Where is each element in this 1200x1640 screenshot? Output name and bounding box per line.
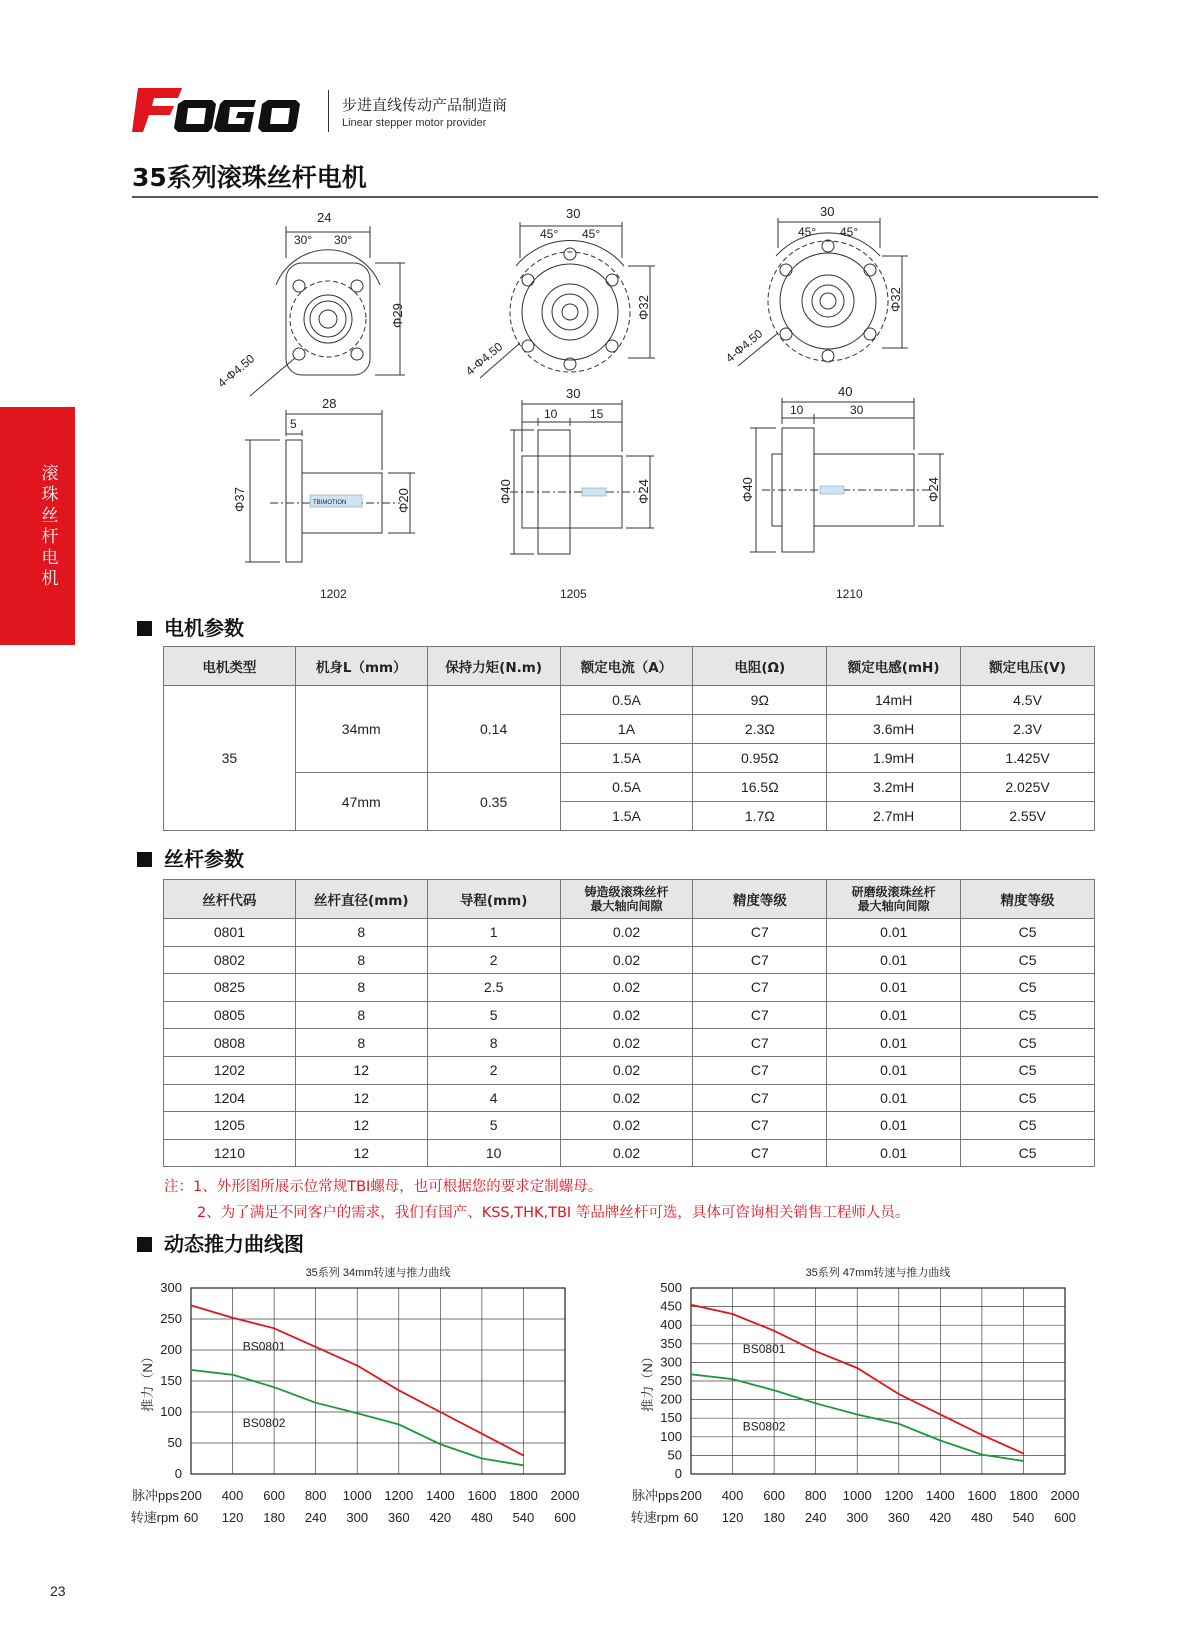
table-cell: 1 <box>427 919 560 947</box>
table-cell: 12 <box>295 1139 427 1167</box>
table-cell: 2 <box>427 1056 560 1084</box>
table-cell: 0.02 <box>560 946 693 974</box>
note-1: 注：1、外形图所展示位常规TBI螺母，也可根据您的要求定制螺母。 <box>164 1179 603 1195</box>
dim-1202-holes: 4-Φ4.50 <box>214 351 258 391</box>
data-point-bs0801 <box>440 1411 442 1413</box>
dim-1202-pcd: Φ29 <box>390 303 405 328</box>
table-cell: C5 <box>961 1084 1095 1112</box>
dim-1210-od: Φ40 <box>740 477 755 502</box>
x-axis-label-rpm: 转速rpm <box>630 1510 679 1525</box>
chart-title: 35系列 47mm转速与推力曲线 <box>805 1267 951 1279</box>
motor-header: 额定电感(mH) <box>827 647 961 686</box>
y-tick-label: 450 <box>660 1298 682 1314</box>
data-point-bs0801 <box>190 1305 192 1307</box>
data-point-bs0802 <box>190 1369 192 1371</box>
data-point-bs0802 <box>1023 1460 1025 1462</box>
table-cell: 12 <box>295 1056 427 1084</box>
y-tick-label: 250 <box>660 1373 682 1388</box>
tbi-label-1205 <box>582 488 606 496</box>
title-rule <box>132 196 1098 198</box>
data-point-bs0801 <box>815 1350 817 1352</box>
x-tick-rpm: 480 <box>471 1510 493 1525</box>
x-tick-rpm: 600 <box>1054 1510 1076 1525</box>
y-tick-label: 300 <box>160 1280 182 1295</box>
x-tick-pps: 600 <box>263 1488 285 1503</box>
nut-drawings <box>210 204 980 620</box>
data-point-bs0801 <box>1023 1453 1025 1455</box>
x-tick-pps: 1800 <box>508 1488 538 1503</box>
data-point-bs0801 <box>398 1390 400 1392</box>
table-cell: 0805 <box>164 1001 296 1029</box>
data-point-bs0801 <box>356 1365 358 1367</box>
table-cell: C5 <box>961 946 1095 974</box>
dim-1205-flange: 10 <box>544 407 558 421</box>
table-row <box>164 1001 1095 1029</box>
dim-1205-body: 15 <box>590 407 604 421</box>
table-row <box>164 1112 1095 1140</box>
y-tick-label: 300 <box>660 1354 682 1370</box>
data-point-bs0802 <box>773 1390 775 1392</box>
page-title: 35系列滚珠丝杆电机 <box>132 163 367 192</box>
table-cell: 8 <box>295 974 427 1002</box>
data-point-bs0802 <box>273 1386 275 1388</box>
x-tick-pps: 1600 <box>467 1488 497 1503</box>
table-cell: 0.02 <box>560 1001 693 1029</box>
table-cell: 0.01 <box>827 919 961 947</box>
motor-torque-cell: 0.35 <box>427 773 560 831</box>
logo-divider <box>328 90 329 132</box>
x-tick-pps: 800 <box>804 1488 827 1503</box>
x-tick-pps: 400 <box>721 1488 744 1503</box>
table-cell: 0.01 <box>827 1001 961 1029</box>
dim-1205-pcd: Φ32 <box>636 295 651 320</box>
table-row <box>164 1056 1095 1084</box>
motor-header: 额定电压(V) <box>961 647 1095 686</box>
table-cell: C5 <box>961 1139 1095 1167</box>
dim-1205-angle-r: 45° <box>582 227 601 241</box>
table-cell: 1210 <box>164 1139 296 1167</box>
data-point-bs0802 <box>732 1378 734 1380</box>
table-cell: 0.01 <box>827 1056 961 1084</box>
dim-1202-length: 28 <box>322 396 337 411</box>
series-label-bs0802: BS0802 <box>242 1416 286 1431</box>
table-cell: C5 <box>961 919 1095 947</box>
x-tick-rpm: 360 <box>887 1510 910 1525</box>
x-tick-rpm: 480 <box>971 1510 993 1525</box>
table-cell: 0.02 <box>560 1084 693 1112</box>
motor-type-cell: 35 <box>164 686 296 831</box>
table-row <box>164 1084 1095 1112</box>
table-cell: C5 <box>961 1112 1095 1140</box>
x-tick-pps: 600 <box>763 1488 785 1503</box>
motor-torque-cell: 0.14 <box>427 686 560 773</box>
screw-header: 精度等级 <box>693 880 827 919</box>
data-point-bs0802 <box>981 1454 983 1456</box>
dim-1205-holes: 4-Φ4.50 <box>462 339 506 379</box>
dim-1210-pcd: Φ32 <box>888 287 903 312</box>
table-cell: 0.01 <box>827 1029 961 1057</box>
x-axis-label-pps: 脉冲pps <box>132 1488 179 1503</box>
table-cell: C7 <box>693 974 827 1002</box>
data-point-bs0801 <box>315 1346 317 1348</box>
x-tick-rpm: 120 <box>221 1510 244 1525</box>
y-tick-label: 150 <box>660 1410 682 1426</box>
x-tick-pps: 200 <box>680 1488 702 1503</box>
x-tick-rpm: 60 <box>683 1510 699 1525</box>
dim-1210-angle-l: 45° <box>798 225 817 239</box>
table-cell: 1202 <box>164 1056 296 1084</box>
x-tick-rpm: 180 <box>763 1510 785 1525</box>
motor-length-cell: 47mm <box>295 773 427 831</box>
table-row <box>164 946 1095 974</box>
drawing-1205-front <box>480 222 655 378</box>
x-tick-rpm: 240 <box>804 1510 827 1525</box>
dim-1210-holes: 4-Φ4.50 <box>722 326 766 366</box>
table-cell: 0.01 <box>827 974 961 1002</box>
screw-header: 导程(mm) <box>427 880 560 919</box>
data-point-bs0801 <box>773 1330 775 1332</box>
data-point-bs0801 <box>732 1313 734 1315</box>
x-tick-pps: 1400 <box>425 1488 455 1503</box>
drawing-1210-side <box>750 398 944 552</box>
data-point-bs0802 <box>940 1440 942 1442</box>
table-cell: 0825 <box>164 974 296 1002</box>
dim-1205-length: 30 <box>566 386 581 401</box>
table-cell: C7 <box>693 946 827 974</box>
table-cell: 8 <box>295 1001 427 1029</box>
table-cell: 0802 <box>164 946 296 974</box>
table-cell: 10 <box>427 1139 560 1167</box>
data-point-bs0802 <box>815 1403 817 1405</box>
screw-header: 铸造级滚珠丝杆 最大轴向间隙 <box>560 880 693 919</box>
table-cell: 8 <box>295 1029 427 1057</box>
thrust-chart-47mm <box>630 1262 1140 1592</box>
side-tab-label: 滚珠丝杆电机 <box>41 464 59 589</box>
table-cell: 5 <box>427 1001 560 1029</box>
dim-1210-flange: 10 <box>790 403 804 417</box>
fogo-logo <box>132 82 310 138</box>
y-tick-label: 100 <box>160 1404 182 1419</box>
table-cell: 8 <box>295 919 427 947</box>
y-tick-label: 250 <box>160 1311 182 1326</box>
table-cell: C7 <box>693 1056 827 1084</box>
data-point-bs0801 <box>856 1367 858 1369</box>
dim-1202-id: Φ20 <box>396 488 411 513</box>
dim-1202-angle-l: 30° <box>294 233 313 247</box>
tbi-label-1210 <box>820 486 844 494</box>
section-motor-params: 电机参数 <box>137 612 244 641</box>
x-tick-rpm: 60 <box>183 1510 199 1525</box>
data-point-bs0801 <box>940 1414 942 1416</box>
data-point-bs0802 <box>232 1374 234 1376</box>
screw-params-table <box>163 879 1095 1167</box>
x-tick-rpm: 300 <box>346 1510 369 1525</box>
x-tick-rpm: 180 <box>263 1510 285 1525</box>
motor-header: 机身L（mm） <box>295 647 427 686</box>
data-point-bs0802 <box>356 1412 358 1414</box>
page-number: 23 <box>50 1583 66 1599</box>
x-tick-rpm: 300 <box>846 1510 869 1525</box>
data-point-bs0802 <box>898 1423 900 1425</box>
x-axis-label-pps: 脉冲pps <box>632 1488 679 1503</box>
table-cell: 0.02 <box>560 919 693 947</box>
tagline-cn: 步进直线传动产品制造商 <box>342 96 508 114</box>
x-tick-rpm: 360 <box>387 1510 410 1525</box>
table-cell: 1204 <box>164 1084 296 1112</box>
table-cell: 0.02 <box>560 1029 693 1057</box>
dim-1202-top: 24 <box>317 210 332 225</box>
table-cell: C7 <box>693 1084 827 1112</box>
x-tick-pps: 1200 <box>884 1488 914 1503</box>
table-cell: 0.01 <box>827 1139 961 1167</box>
dim-1210-id: Φ24 <box>926 477 941 502</box>
table-cell: 12 <box>295 1084 427 1112</box>
table-cell: 2.5 <box>427 974 560 1002</box>
code-1202: 1202 <box>320 587 347 601</box>
y-tick-label: 0 <box>674 1466 682 1481</box>
table-cell: C5 <box>961 974 1095 1002</box>
y-tick-label: 200 <box>660 1391 682 1407</box>
y-tick-label: 200 <box>160 1342 182 1357</box>
motor-params-table: 电机类型 机身L（mm） 保持力矩(N.m) 额定电流（A） 电阻(Ω) 额定电感(mH) 额定电压(V) 35 34mm 0.14 0.5A 9Ω 14mH 4.5V 1A 2.3Ω 3.6mH 2.3V 1.5A 0.95Ω 1.9mH 1.425V 47mm 0.35 0.5A 16.5Ω 3.2mH 2.025V 1.5A 1.7Ω 2.7mH 2.55V <box>163 646 1095 831</box>
x-tick-pps: 1400 <box>925 1488 955 1503</box>
y-axis-label: 推力（N） <box>640 1350 655 1412</box>
chart-title: 35系列 34mm转速与推力曲线 <box>305 1267 451 1279</box>
x-tick-pps: 200 <box>180 1488 202 1503</box>
x-tick-rpm: 420 <box>929 1510 952 1525</box>
dim-1210-length: 40 <box>838 384 853 399</box>
motor-header: 电阻(Ω) <box>693 647 827 686</box>
dim-1202-angle-r: 30° <box>334 233 353 247</box>
dim-1205-id: Φ24 <box>636 479 651 504</box>
dim-1205-angle-l: 45° <box>540 227 559 241</box>
dim-1205-top: 30 <box>566 206 581 221</box>
y-tick-label: 350 <box>660 1335 682 1351</box>
table-cell: 0808 <box>164 1029 296 1057</box>
code-1210: 1210 <box>836 587 863 601</box>
y-tick-label: 0 <box>174 1466 182 1481</box>
screw-header: 精度等级 <box>961 880 1095 919</box>
data-point-bs0802 <box>398 1424 400 1426</box>
x-tick-pps: 800 <box>304 1488 327 1503</box>
motor-header: 电机类型 <box>164 647 296 686</box>
x-tick-pps: 1600 <box>967 1488 997 1503</box>
data-point-bs0802 <box>481 1458 483 1460</box>
x-tick-pps: 1000 <box>842 1488 872 1503</box>
table-cell: 8 <box>427 1029 560 1057</box>
table-cell: C5 <box>961 1056 1095 1084</box>
data-point-bs0801 <box>690 1304 692 1306</box>
y-tick-label: 100 <box>660 1428 682 1444</box>
x-tick-pps: 1000 <box>342 1488 372 1503</box>
data-point-bs0802 <box>440 1443 442 1445</box>
table-cell: 4 <box>427 1084 560 1112</box>
data-point-bs0802 <box>856 1414 858 1416</box>
section-thrust-curves: 动态推力曲线图 <box>137 1228 304 1257</box>
y-tick-label: 150 <box>160 1373 182 1388</box>
table-cell: 0.02 <box>560 1139 693 1167</box>
table-cell: C7 <box>693 1112 827 1140</box>
table-cell: C7 <box>693 1001 827 1029</box>
series-label-bs0801: BS0801 <box>242 1339 286 1354</box>
table-row <box>164 1029 1095 1057</box>
code-1205: 1205 <box>560 587 587 601</box>
table-cell: 0.01 <box>827 1112 961 1140</box>
table-cell: C5 <box>961 1029 1095 1057</box>
table-cell: 8 <box>295 946 427 974</box>
section-screw-params: 丝杆参数 <box>137 843 244 872</box>
dim-1210-body: 30 <box>850 403 864 417</box>
x-tick-pps: 1200 <box>384 1488 414 1503</box>
x-tick-rpm: 540 <box>1012 1510 1035 1525</box>
table-cell: 5 <box>427 1112 560 1140</box>
data-point-bs0801 <box>481 1433 483 1435</box>
screw-header: 丝杆代码 <box>164 880 296 919</box>
x-tick-rpm: 240 <box>304 1510 327 1525</box>
motor-length-cell: 34mm <box>295 686 427 773</box>
x-tick-pps: 400 <box>221 1488 244 1503</box>
y-tick-label: 50 <box>667 1447 682 1463</box>
table-cell: 1205 <box>164 1112 296 1140</box>
series-label-bs0801: BS0801 <box>742 1341 786 1356</box>
data-point-bs0801 <box>232 1317 234 1319</box>
data-point-bs0801 <box>981 1434 983 1436</box>
dim-1202-od: Φ37 <box>232 487 247 512</box>
x-tick-pps: 1800 <box>1008 1488 1038 1503</box>
table-cell: 0.01 <box>827 946 961 974</box>
x-tick-rpm: 420 <box>429 1510 452 1525</box>
data-point-bs0802 <box>523 1465 525 1467</box>
table-cell: C5 <box>961 1001 1095 1029</box>
y-tick-label: 400 <box>660 1317 682 1333</box>
drawing-1205-side <box>510 400 654 554</box>
table-cell: 2 <box>427 946 560 974</box>
table-row <box>164 974 1095 1002</box>
table-cell: C7 <box>693 919 827 947</box>
table-cell: C7 <box>693 1029 827 1057</box>
drawing-1210-front <box>738 218 908 366</box>
dim-1205-od: Φ40 <box>498 479 513 504</box>
motor-header: 保持力矩(N.m) <box>427 647 560 686</box>
data-point-bs0801 <box>898 1393 900 1395</box>
table-cell: 0.02 <box>560 1112 693 1140</box>
x-tick-rpm: 120 <box>721 1510 744 1525</box>
tagline-en: Linear stepper motor provider <box>342 117 487 129</box>
table-cell: 0.02 <box>560 1056 693 1084</box>
table-row <box>164 919 1095 947</box>
x-tick-rpm: 600 <box>554 1510 576 1525</box>
data-point-bs0801 <box>273 1328 275 1330</box>
y-tick-label: 50 <box>167 1435 182 1450</box>
notes <box>164 1174 909 1226</box>
table-cell: 0801 <box>164 919 296 947</box>
y-tick-label: 500 <box>660 1280 682 1295</box>
screw-header: 丝杆直径(mm) <box>295 880 427 919</box>
drawing-1202-front <box>250 226 405 396</box>
note-2: 2、为了满足不同客户的需求，我们有国产、KSS,THK,TBI 等品牌丝杆可选，具体可咨询相关销售工程师人员。 <box>197 1205 910 1221</box>
table-cell: C7 <box>693 1139 827 1167</box>
thrust-chart-34mm <box>130 1262 640 1592</box>
table-row <box>164 1139 1095 1167</box>
x-tick-rpm: 540 <box>512 1510 535 1525</box>
table-cell: 0.01 <box>827 1084 961 1112</box>
drawing-1202-side <box>245 410 415 562</box>
motor-header: 额定电流（A） <box>560 647 693 686</box>
table-cell: 12 <box>295 1112 427 1140</box>
screw-header: 研磨级滚珠丝杆 最大轴向间隙 <box>827 880 961 919</box>
dim-1210-top: 30 <box>820 204 835 219</box>
data-point-bs0802 <box>315 1402 317 1404</box>
x-tick-pps: 2000 <box>1050 1488 1080 1503</box>
data-point-bs0801 <box>523 1455 525 1457</box>
dim-1202-flange: 5 <box>290 417 297 431</box>
y-axis-label: 推力（N） <box>140 1350 155 1412</box>
series-label-bs0802: BS0802 <box>742 1419 786 1434</box>
x-tick-pps: 2000 <box>550 1488 580 1503</box>
table-cell: 0.02 <box>560 974 693 1002</box>
tbi-brand-1202: TBIMOTION <box>313 500 347 506</box>
dim-1210-angle-r: 45° <box>840 225 859 239</box>
data-point-bs0802 <box>690 1374 692 1376</box>
x-axis-label-rpm: 转速rpm <box>130 1510 179 1525</box>
